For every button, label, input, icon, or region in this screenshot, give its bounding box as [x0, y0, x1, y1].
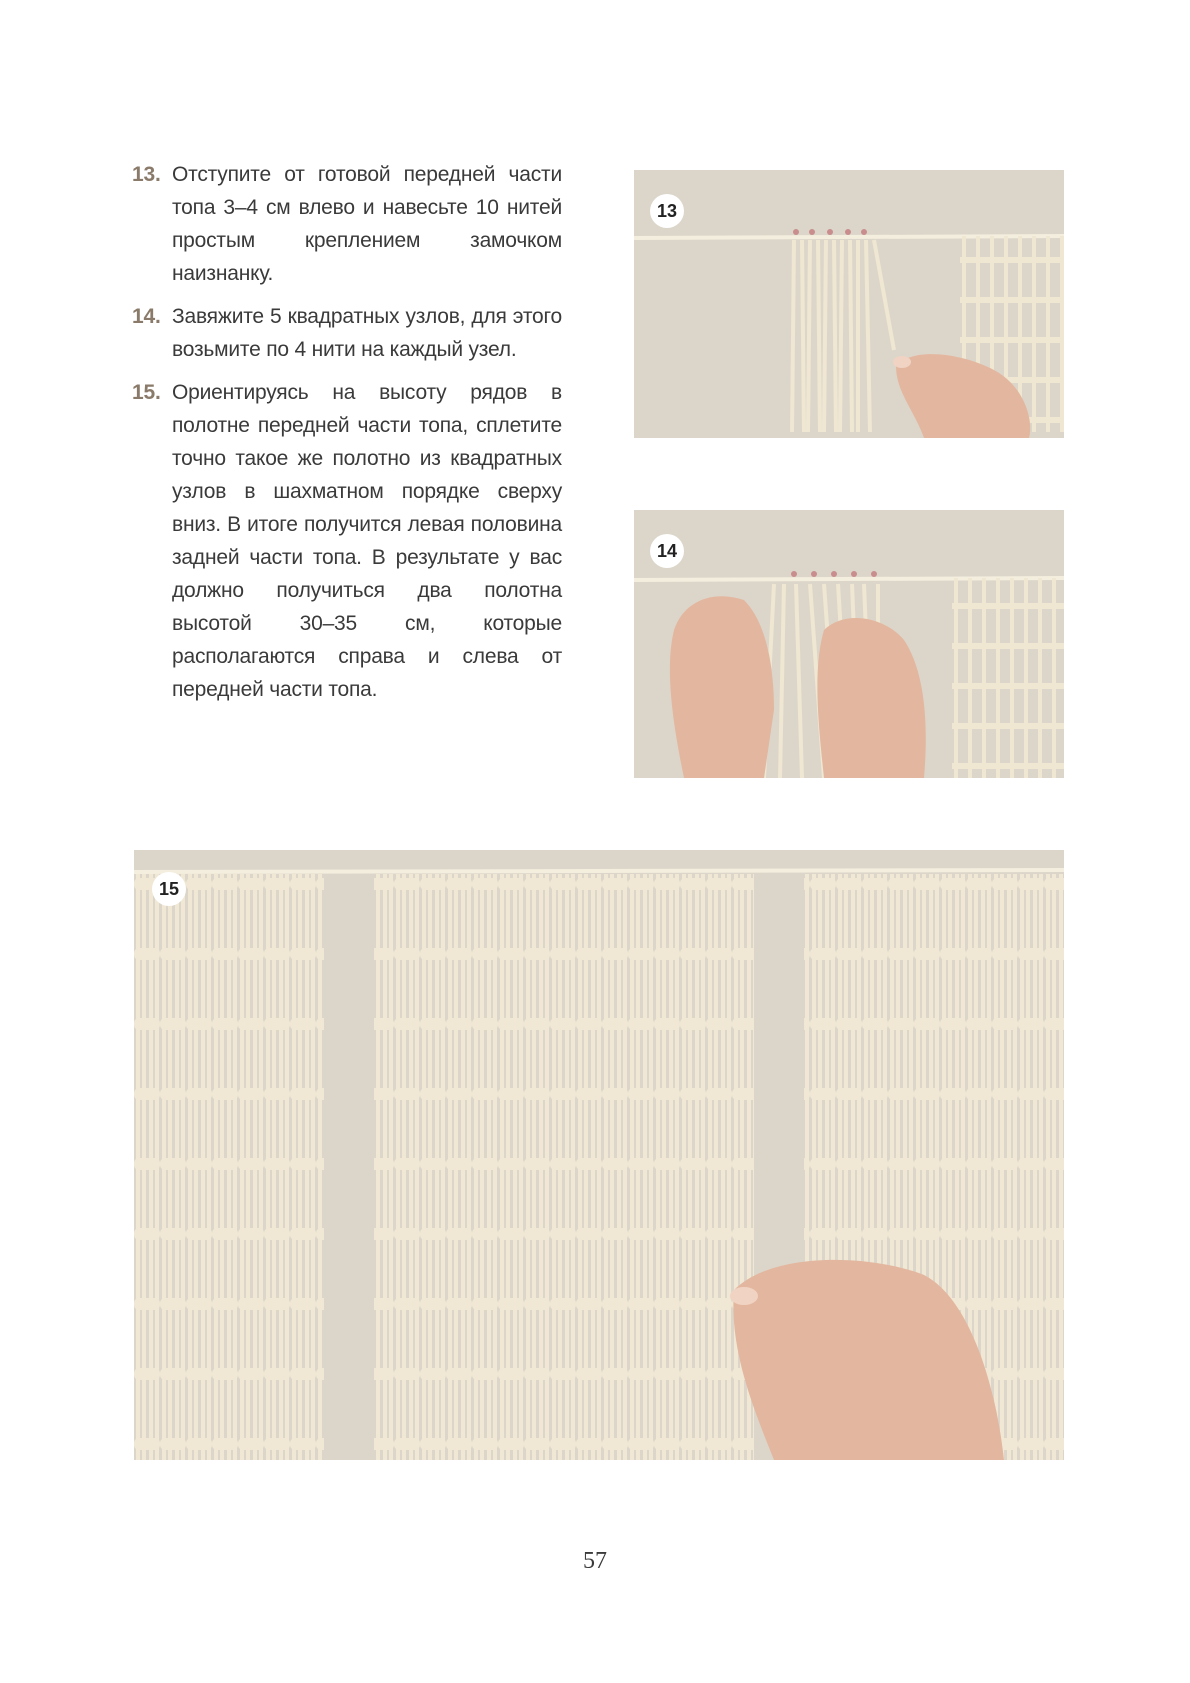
- step-text: Завяжите 5 квадратных узлов, для этого возьмите по 4 нити на каждый узел.: [172, 305, 562, 361]
- photo-step-13: [634, 170, 1064, 438]
- step-text: Отступите от готовой передней части топа 3–4 см влево и навесьте 10 нитей простым креплением замочком наизнанку.: [172, 163, 562, 285]
- step-14: [132, 300, 562, 366]
- step-number: 14.: [132, 305, 161, 328]
- macrame-illustration-14: [634, 510, 1064, 778]
- photo-step-14: [634, 510, 1064, 778]
- step-number: 15.: [132, 381, 161, 404]
- step-badge-14: 14: [650, 534, 684, 568]
- step-badge-13: 13: [650, 194, 684, 228]
- step-number: 13.: [132, 163, 161, 186]
- step-15: [132, 376, 562, 706]
- macrame-illustration-15: [134, 850, 1064, 1460]
- step-text: Ориентируясь на высоту рядов в полотне передней части топа, сплетите точно такое же полотно из квадратных узлов в шахматном порядке сверху вниз. В итоге получится левая половина задней части топа. В результате у вас должно получиться два полотна высотой 30–35 см, которые располагаются справа и слева от передней части топа.: [172, 381, 562, 701]
- macrame-illustration-13: [634, 170, 1064, 438]
- step-badge-15: 15: [152, 872, 186, 906]
- step-13: [132, 158, 562, 290]
- instruction-steps: [132, 158, 562, 716]
- page-number: 57: [583, 1548, 607, 1574]
- photo-step-15: [134, 850, 1064, 1460]
